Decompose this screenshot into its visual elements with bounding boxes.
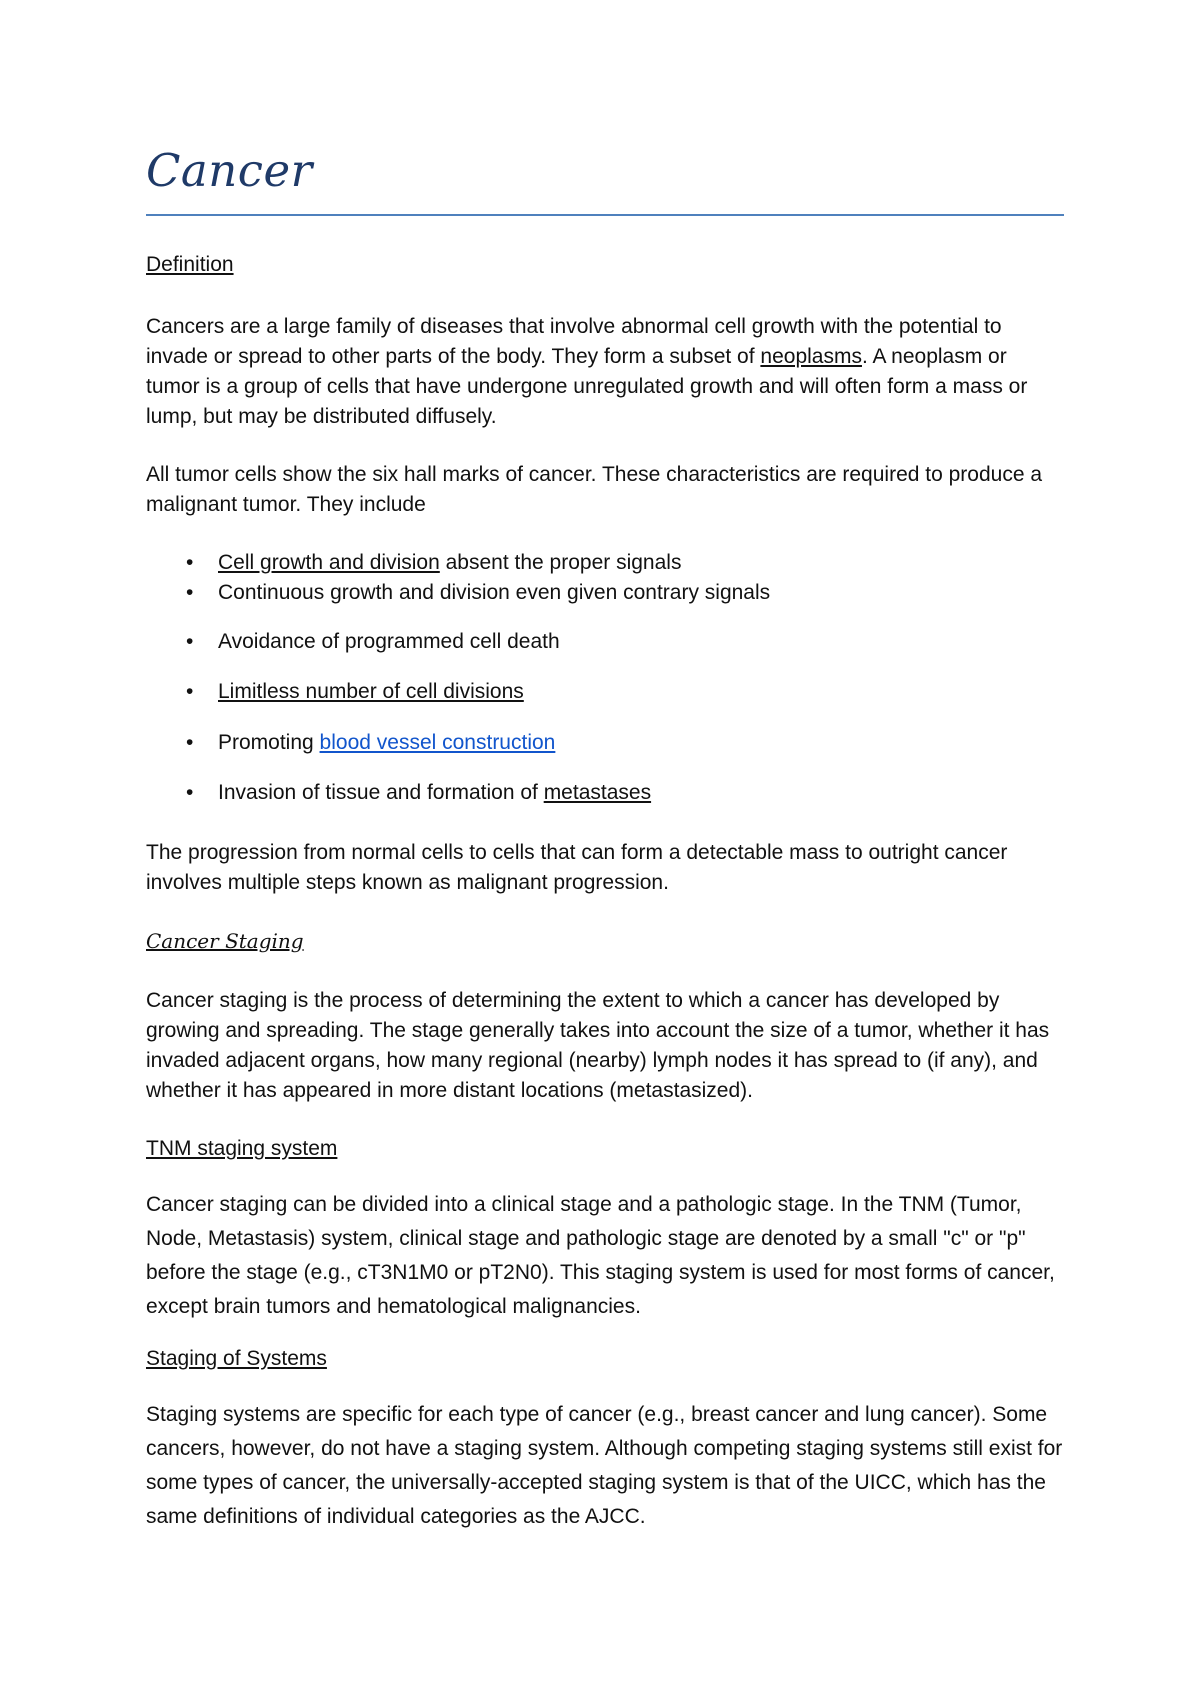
- definition-heading: Definition: [146, 253, 234, 276]
- staging-paragraph: Cancer staging is the process of determining the extent to which a cancer has developed by growing and spreading. The stage generally takes into account the size of a tumor, whether it has invaded adjacent organs, how many regional (nearby) lymph nodes it has spread to (if any), and whether it has appeared in more distant locations (metastasized).: [146, 989, 1050, 1102]
- list-item-text: Invasion of tissue and formation of: [218, 781, 544, 804]
- list-item-text: Avoidance of programmed cell death: [218, 630, 560, 653]
- document-title: Cancer: [146, 144, 313, 197]
- title-divider: [146, 214, 1064, 216]
- list-item-text: absent the proper signals: [439, 551, 682, 574]
- bullet-dot: •: [186, 680, 194, 703]
- tnm-paragraph: Cancer staging can be divided into a clinical stage and a pathologic stage. In the TNM (Tumor, Node, Metastasis) system, clinical stage and pathologic stage are denoted by a small "c" or "p" before the stage (e.g., cT3N1M0 or pT2N0). This staging system is used for most forms of cancer, except brain tumors and hematological malignancies.: [146, 1193, 1055, 1318]
- staging-systems-heading: Staging of Systems: [146, 1347, 327, 1370]
- blood-vessel-link[interactable]: blood vessel construction: [319, 731, 556, 754]
- bullet-dot: •: [186, 731, 194, 754]
- bullet-dot: •: [186, 581, 194, 604]
- cell-divisions-link[interactable]: Limitless number of cell divisions: [218, 680, 524, 703]
- systems-paragraph: Staging systems are specific for each type of cancer (e.g., breast cancer and lung cancer). Some cancers, however, do not have a staging system. Although competing staging systems still exist for some types of cancer, the universally-accepted staging system is that of the UICC, which has the same definitions of individual categories as the AJCC.: [146, 1403, 1063, 1528]
- definition-text-a: Cancers are a large family of diseases that involve abnormal cell growth with the potential to invade or spread to other parts of the body. They form a subset of: [146, 315, 1002, 368]
- definition-paragraph: [146, 312, 1064, 432]
- bullet-dot: •: [186, 630, 194, 653]
- definition-text-b: . A neoplasm or tumor is a group of cells that have undergone unregulated growth and will often form a mass or lump, but may be distributed diffusely.: [146, 345, 1028, 428]
- metastases-link[interactable]: metastases: [543, 781, 652, 804]
- cell-growth-link[interactable]: Cell growth and division: [218, 551, 440, 574]
- bullet-dot: •: [186, 781, 194, 804]
- cancer-staging-heading: Cancer Staging: [146, 929, 304, 953]
- list-item-text: Promoting: [218, 731, 320, 754]
- neoplasms-link[interactable]: neoplasms: [760, 345, 862, 368]
- tnm-heading: TNM staging system: [146, 1137, 338, 1160]
- list-item-text: Continuous growth and division even given contrary signals: [218, 581, 771, 604]
- bullet-dot: •: [186, 551, 194, 574]
- hallmarks-intro: All tumor cells show the six hall marks of cancer. These characteristics are required to produce a malignant tumor. They include: [146, 463, 1043, 516]
- progression-paragraph: The progression from normal cells to cells that can form a detectable mass to outright cancer involves multiple steps known as malignant progression.: [146, 841, 1008, 894]
